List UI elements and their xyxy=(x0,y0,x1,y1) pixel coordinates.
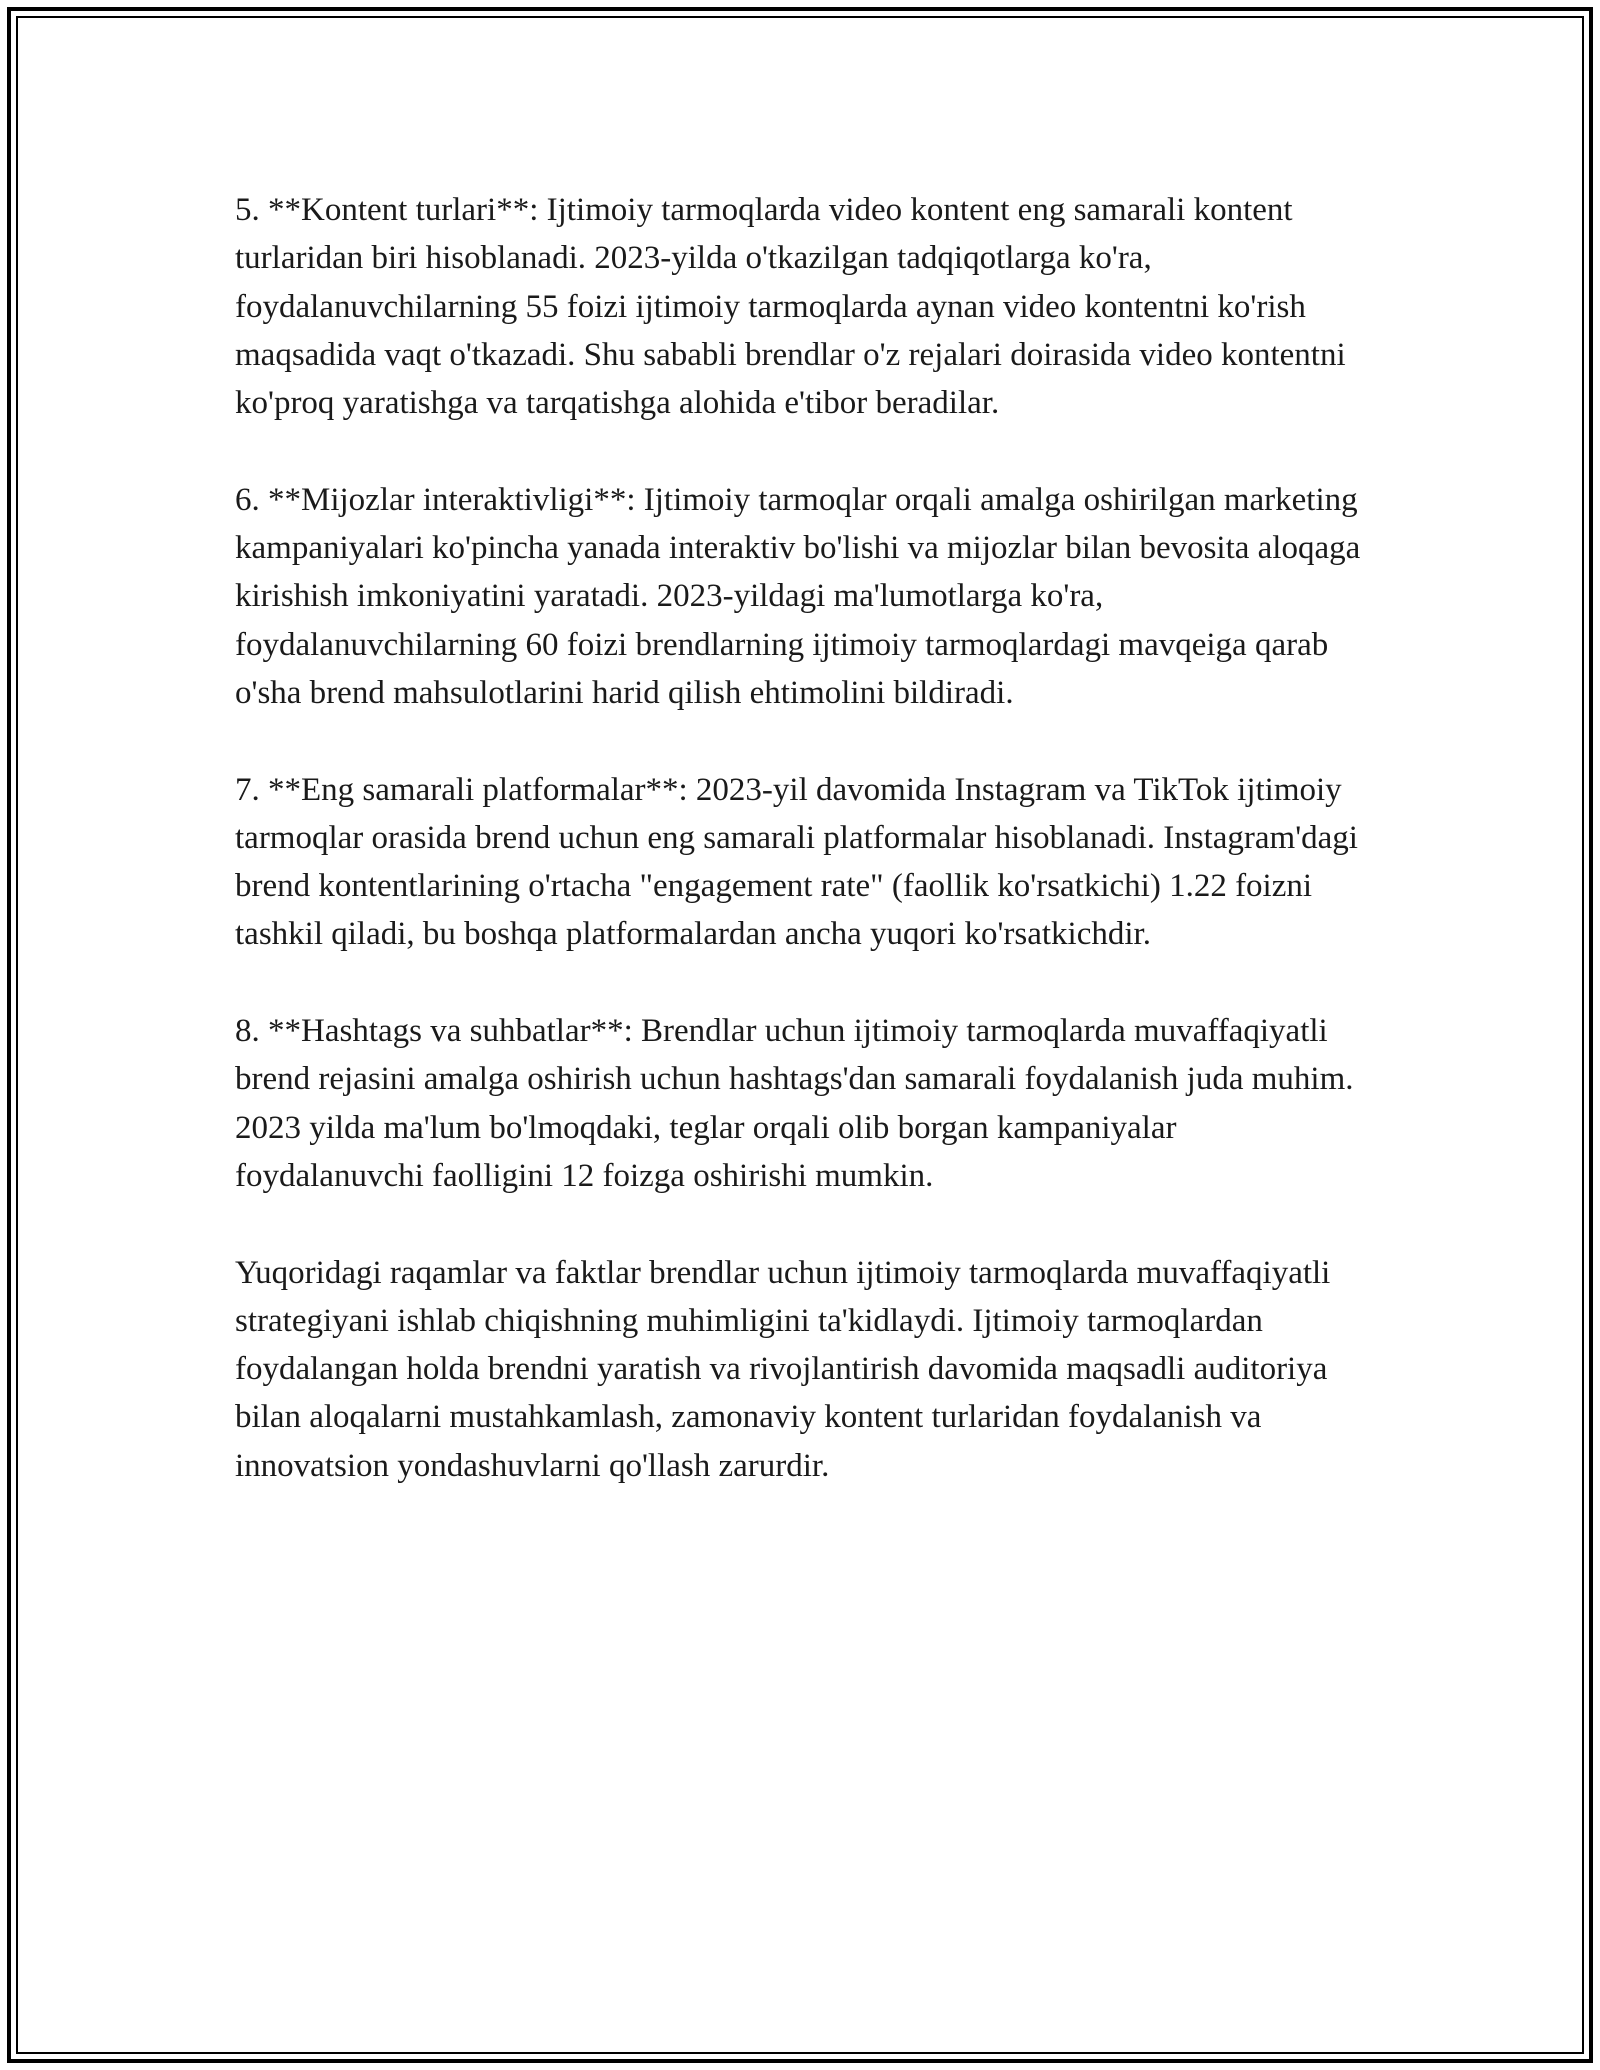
paragraph-mijozlar-interaktivligi: 6. **Mijozlar interaktivligi**: Ijtimoiy tarmoqlar orqali amalga oshirilgan marketing kampaniyalari ko'pincha yanada interaktiv bo'lishi va mijozlar bilan bevosita aloqaga kirishish imkoniyatini yaratadi. 2023-yildagi ma'lumotlarga ko'ra, foydalanuvchilarning 60 foizi brendlarning ijtimoiy tarmoqlardagi mavqeiga qarab o'sha brend mahsulotlarini harid qilish ehtimolini bildiradi. xyxy=(235,481,1361,711)
paragraph-conclusion: Yuqoridagi raqamlar va faktlar brendlar uchun ijtimoiy tarmoqlarda muvaffaqiyatli strategiyani ishlab chiqishning muhimligini ta'kidlaydi. Ijtimoiy tarmoqlardan foydalangan holda brendni yaratish va rivojlantirish davomida maqsadli auditoriya bilan aloqalarni mustahkamlash, zamonaviy kontent turlaridan foydalanish va innovatsion yondashuvlarni qo'llash zarurdir. xyxy=(235,1254,1331,1484)
paragraph-hashtags-va-suhbatlar: 8. **Hashtags va suhbatlar**: Brendlar uchun ijtimoiy tarmoqlarda muvaffaqiyatli brend rejasini amalga oshirish uchun hashtags'dan samarali foydalanish juda muhim. 2023 yilda ma'lum bo'lmoqdaki, teglar orqali olib borgan kampaniyalar foydalanuvchi faolligini 12 foizga oshirishi mumkin. xyxy=(235,1013,1354,1194)
paragraph-eng-samarali-platformalar: 7. **Eng samarali platformalar**: 2023-yil davomida Instagram va TikTok ijtimoiy tarmoqlar orasida brend uchun eng samarali platformalar hisoblanadi. Instagram'dagi brend kontentlarining o'rtacha "engagement rate" (faollik ko'rsatkichi) 1.22 foizni tashkil qiladi, bu boshqa platformalardan ancha yuqori ko'rsatkichdir. xyxy=(235,771,1358,953)
document-body xyxy=(235,186,1370,1490)
paragraph-kontent-turlari: 5. **Kontent turlari**: Ijtimoiy tarmoqlarda video kontent eng samarali kontent turlaridan biri hisoblanadi. 2023-yilda o'tkazilgan tadqiqotlarga ko'ra, foydalanuvchilarning 55 foizi ijtimoiy tarmoqlarda aynan video kontentni ko'rish maqsadida vaqt o'tkazadi. Shu sababli brendlar o'z rejalari doirasida video kontentni ko'proq yaratishga va tarqatishga alohida e'tibor beradilar. xyxy=(235,192,1346,422)
